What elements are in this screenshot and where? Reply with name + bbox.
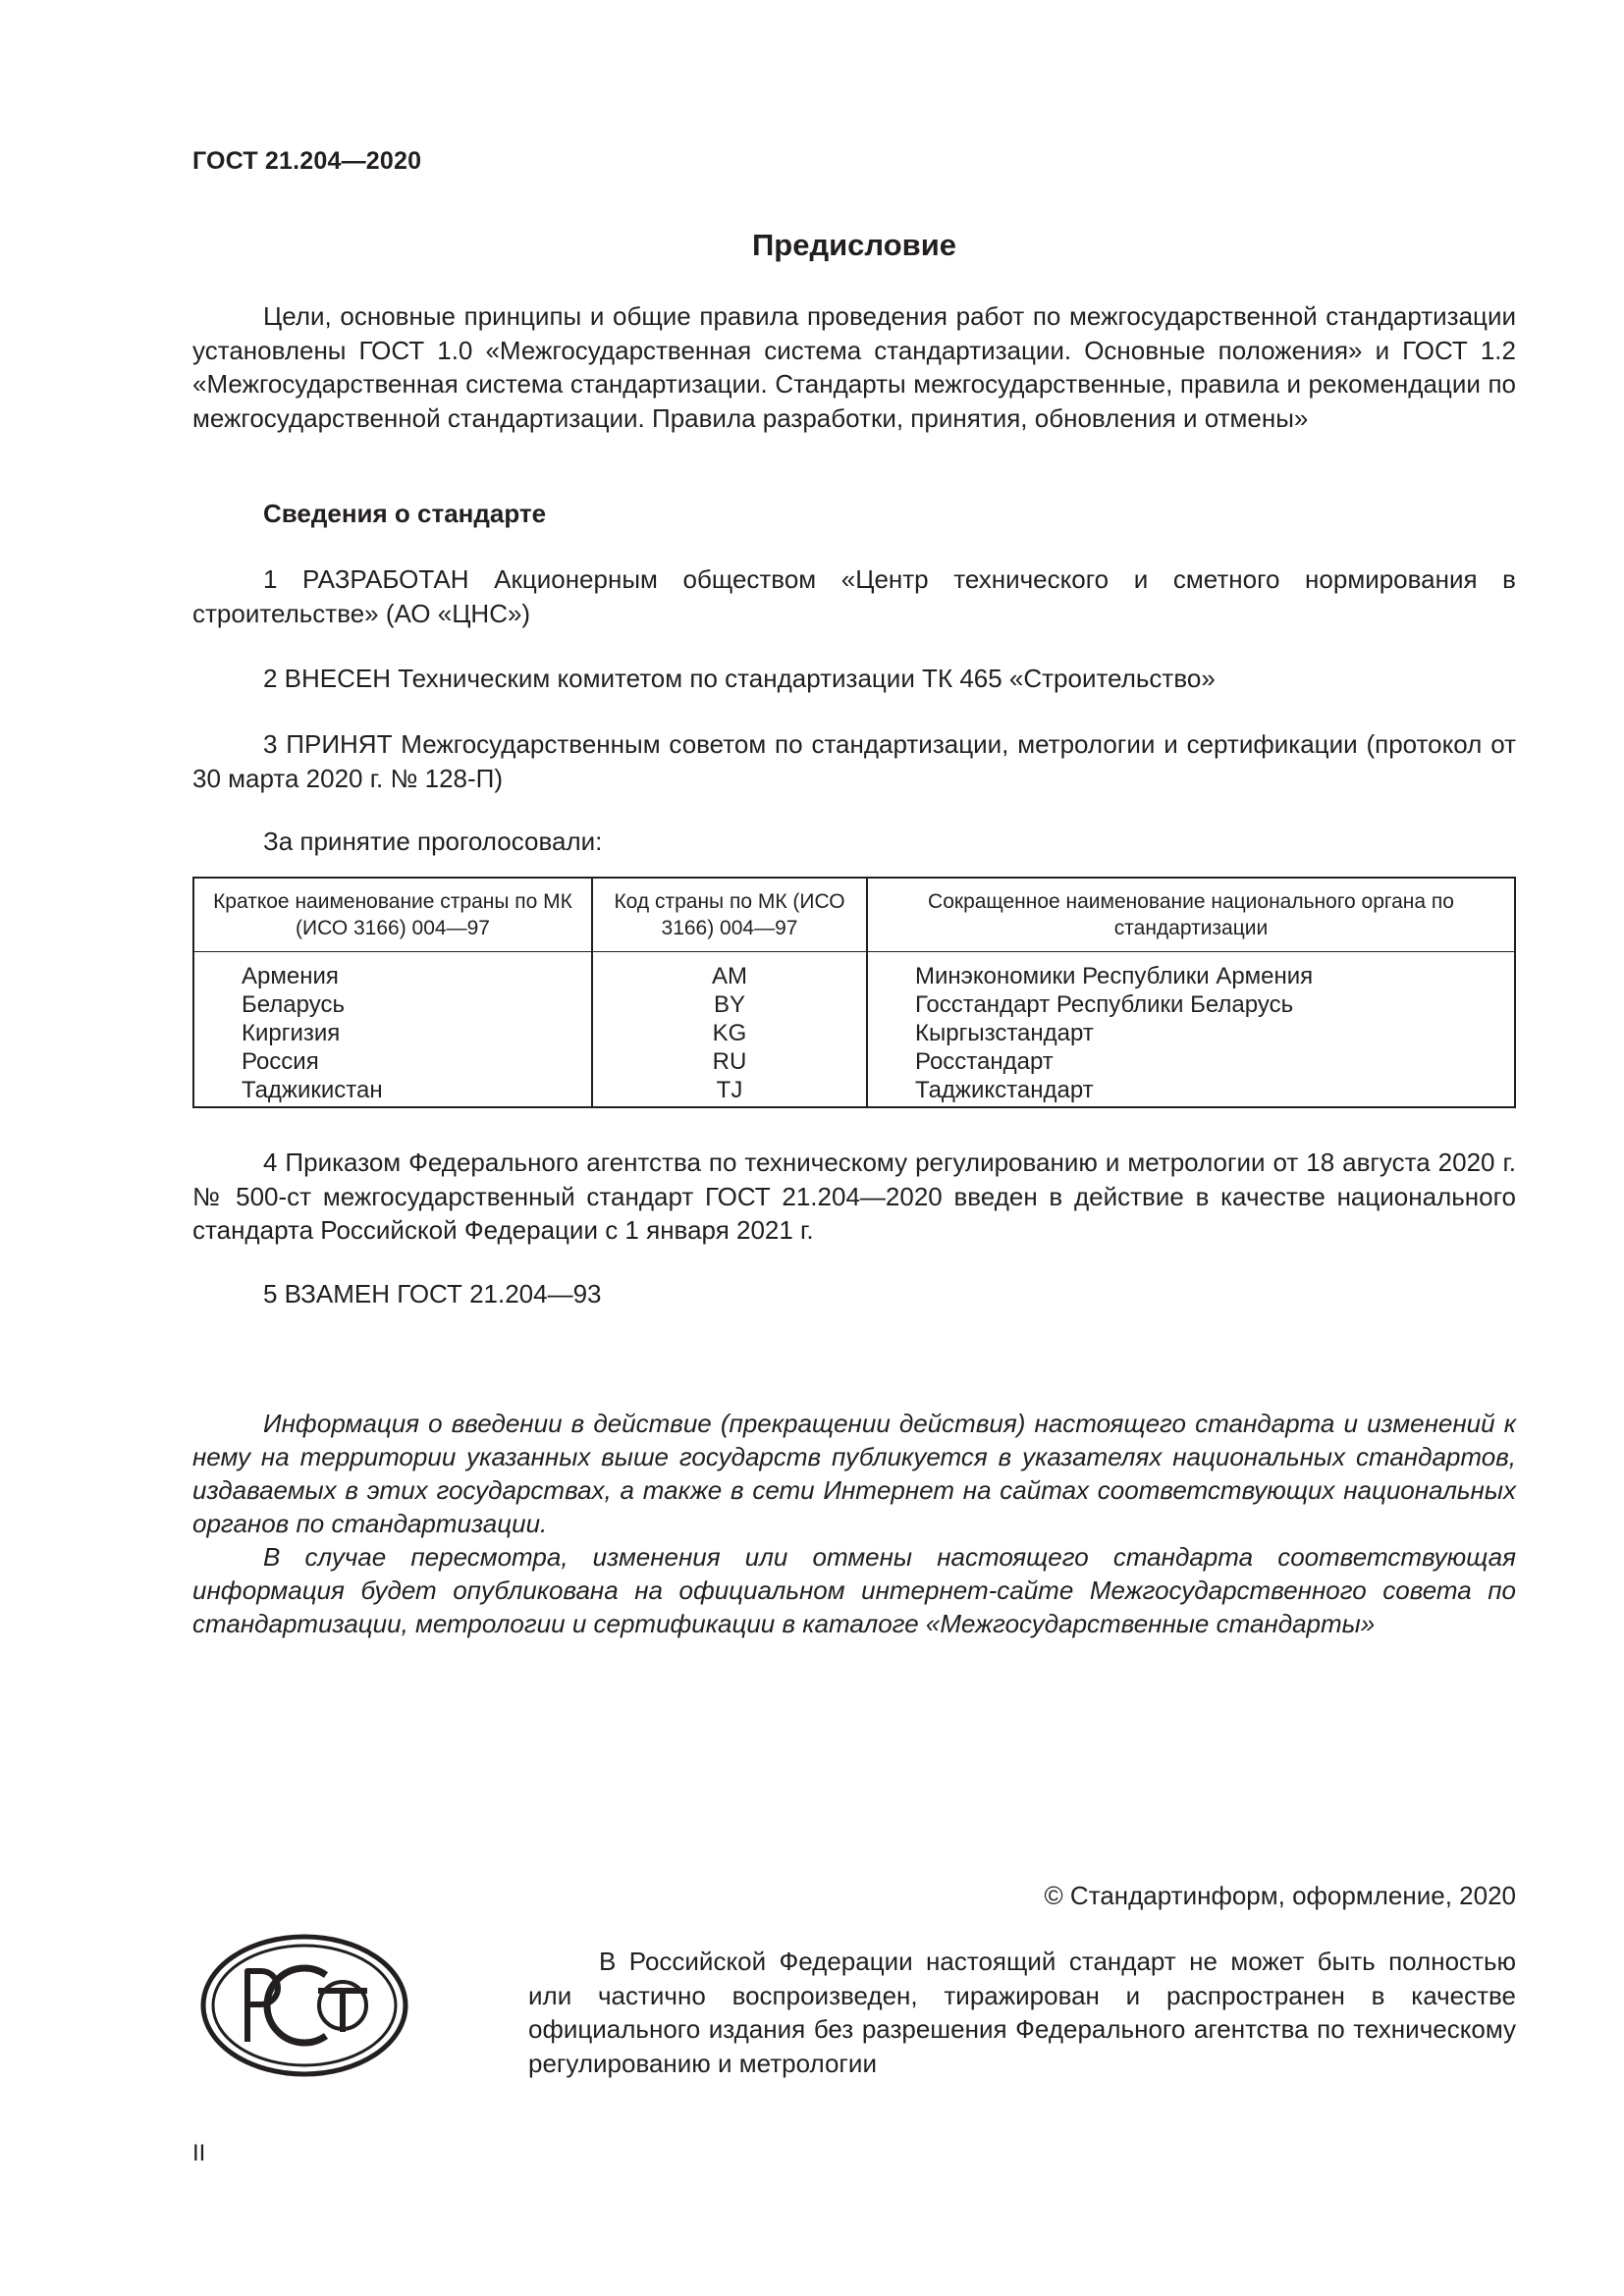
table-row	[193, 952, 1515, 991]
country-name: Таджикистан	[193, 1076, 592, 1107]
table-row	[193, 1076, 1515, 1107]
table-row	[193, 990, 1515, 1019]
item-introduced: 2 ВНЕСЕН Техническим комитетом по стандартизации ТК 465 «Строительство»	[263, 664, 1216, 693]
country-code: BY	[592, 990, 867, 1019]
header-body: Сокращенное наименование национального органа по стандартизации	[867, 878, 1515, 952]
rst-certification-mark-icon	[200, 1932, 408, 2084]
info-note-revision: В случае пересмотра, изменения или отмены настоящего стандарта соответствующая информация будет опубликована на официальном интернет-сайте Межгосударственного совета по стандартизации, метрологии и сертификации в каталоге «Межгосударственные стандарты»	[192, 1542, 1516, 1638]
country-name: Армения	[193, 952, 592, 991]
standards-body: Кыргызстандарт	[915, 1020, 1094, 1046]
info-heading: Сведения о стандарте	[263, 499, 547, 528]
country-code: TJ	[592, 1076, 867, 1107]
item-adopted: 3 ПРИНЯТ Межгосударственным советом по стандартизации, метрологии и сертификации (протокол от 30 марта 2020 г. № 128-П)	[192, 729, 1516, 793]
copyright-line: © Стандартинформ, оформление, 2020	[1044, 1881, 1516, 1910]
header-country: Краткое наименование страны по МК (ИСО 3166) 004—97	[193, 878, 592, 952]
intro-paragraph: Цели, основные принципы и общие правила проведения работ по межгосударственной стандартизации установлены ГОСТ 1.0 «Межгосударственная система стандартизации. Основные положения» и ГОСТ 1.2 «Межгосударственная система стандартизации. Стандарты межгосударственные, правила и рекомендации по межгосударственной стандартизации. Правила разработки, принятия, обновления и отмены»	[192, 301, 1516, 433]
country-code: KG	[592, 1019, 867, 1047]
country-name: Киргизия	[193, 1019, 592, 1047]
table-row	[193, 1019, 1515, 1047]
votes-table	[192, 877, 1516, 1108]
country-code: AM	[592, 952, 867, 991]
table-row	[193, 1047, 1515, 1076]
country-name: Россия	[193, 1047, 592, 1076]
page-number: II	[192, 2140, 206, 2166]
standards-body: Минэкономики Республики Армения	[915, 963, 1314, 989]
country-name: Беларусь	[193, 990, 592, 1019]
votes-label: За принятие проголосовали:	[263, 827, 603, 856]
header-code: Код страны по МК (ИСО 3166) 004—97	[592, 878, 867, 952]
standards-body: Таджикстандарт	[915, 1077, 1094, 1103]
info-note-distribution: Информация о введении в действие (прекращении действия) настоящего стандарта и изменений к нему на территории указанных выше государств публикуется в указателях национальных стандартов, издаваемых в этих государствах, а также в сети Интернет на сайтах соответствующих национальных органов по стандартизации.	[192, 1409, 1516, 1538]
item-order: 4 Приказом Федерального агентства по техническому регулированию и метрологии от 18 августа 2020 г. № 500-ст межгосударственный стандарт ГОСТ 21.204—2020 введен в действие в качестве национального стандарта Российской Федерации с 1 января 2021 г.	[192, 1148, 1516, 1245]
section-title: Предисловие	[751, 228, 956, 262]
country-code: RU	[592, 1047, 867, 1076]
votes-table-header	[193, 878, 1515, 952]
document-code: ГОСТ 21.204—2020	[192, 147, 422, 175]
standards-body: Госстандарт Республики Беларусь	[915, 991, 1294, 1018]
item-replaces: 5 ВЗАМЕН ГОСТ 21.204—93	[263, 1279, 602, 1308]
reproduction-notice	[528, 1945, 1516, 2080]
reproduction-notice-text: В Российской Федерации настоящий стандарт не может быть полностью или частично воспроизведен, тиражирован и распространен в качестве официального издания без разрешения Федерального агентства по техническому регулированию и метрологии	[528, 1947, 1516, 2078]
item-developed: 1 РАЗРАБОТАН Акционерным обществом «Центр технического и сметного нормирования в строительстве» (АО «ЦНС»)	[192, 564, 1516, 628]
standards-body: Росстандарт	[915, 1048, 1054, 1075]
document-page	[192, 0, 1516, 2296]
